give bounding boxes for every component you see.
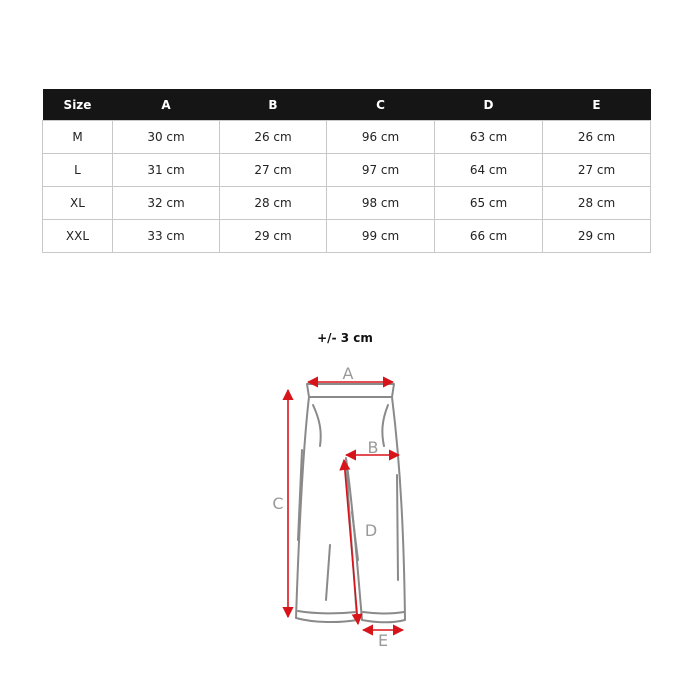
header-a: A bbox=[113, 89, 220, 121]
tolerance-note: +/- 3 cm bbox=[317, 331, 373, 345]
trousers-outline bbox=[296, 384, 405, 622]
table-cell: 27 cm bbox=[220, 154, 327, 187]
waistband bbox=[307, 384, 394, 397]
table-cell: 65 cm bbox=[435, 187, 543, 220]
header-d: D bbox=[435, 89, 543, 121]
table-cell: XXL bbox=[43, 220, 113, 253]
right-pocket bbox=[382, 405, 388, 446]
table-cell: 66 cm bbox=[435, 220, 543, 253]
trousers-body bbox=[296, 397, 405, 622]
table-cell: M bbox=[43, 121, 113, 154]
label-c: C bbox=[272, 494, 284, 513]
table-cell: 29 cm bbox=[543, 220, 651, 253]
table-cell: 32 cm bbox=[113, 187, 220, 220]
table-cell: 27 cm bbox=[543, 154, 651, 187]
left-pocket bbox=[313, 405, 321, 446]
table-cell: 30 cm bbox=[113, 121, 220, 154]
left-hem bbox=[298, 611, 356, 613]
table-cell: 26 cm bbox=[220, 121, 327, 154]
table-cell: XL bbox=[43, 187, 113, 220]
header-size: Size bbox=[43, 89, 113, 121]
table-cell: L bbox=[43, 154, 113, 187]
header-c: C bbox=[327, 89, 435, 121]
table-cell: 31 cm bbox=[113, 154, 220, 187]
table-cell: 96 cm bbox=[327, 121, 435, 154]
table-cell: 98 cm bbox=[327, 187, 435, 220]
table-cell: 99 cm bbox=[327, 220, 435, 253]
table-cell: 97 cm bbox=[327, 154, 435, 187]
table-cell: 33 cm bbox=[113, 220, 220, 253]
measurement-arrows bbox=[288, 382, 403, 630]
header-b: B bbox=[220, 89, 327, 121]
table-cell: 28 cm bbox=[220, 187, 327, 220]
header-e: E bbox=[543, 89, 651, 121]
label-d: D bbox=[364, 521, 378, 540]
label-b: B bbox=[367, 438, 379, 457]
label-a: A bbox=[342, 364, 354, 383]
table-cell: 64 cm bbox=[435, 154, 543, 187]
table-cell: 28 cm bbox=[543, 187, 651, 220]
label-e: E bbox=[377, 631, 389, 650]
right-hem bbox=[363, 612, 404, 614]
table-cell: 63 cm bbox=[435, 121, 543, 154]
left-seam bbox=[326, 545, 330, 600]
right-crease bbox=[397, 475, 398, 580]
table-cell: 29 cm bbox=[220, 220, 327, 253]
table-cell: 26 cm bbox=[543, 121, 651, 154]
